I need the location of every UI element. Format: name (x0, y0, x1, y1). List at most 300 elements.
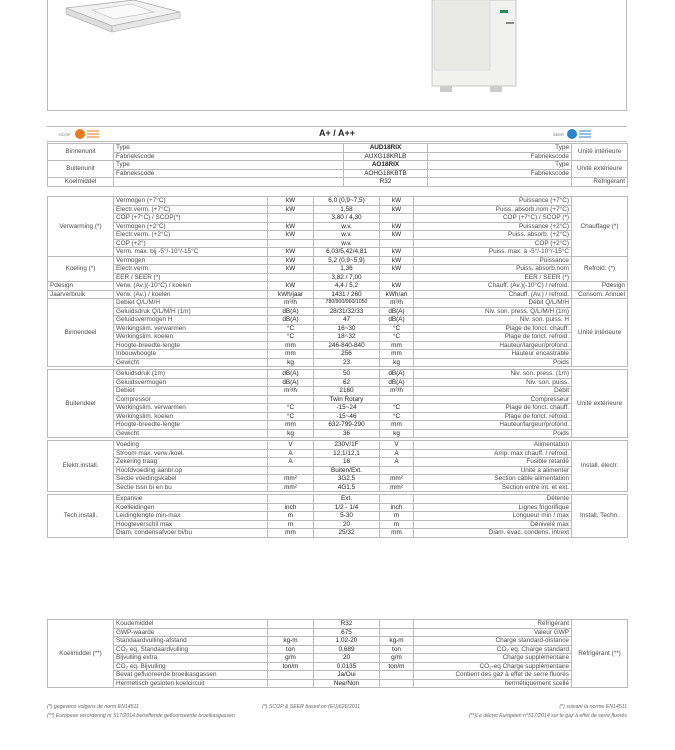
row-label-nl: Sectie voedingskabel (114, 475, 268, 484)
spec-row (48, 679, 628, 688)
section-label-fr: Consom. Annuel (572, 290, 628, 299)
row-unit-fr: m³/h (380, 299, 414, 308)
row-unit-fr: m (380, 520, 414, 529)
row-unit-fr (380, 273, 414, 282)
row-value: R32 (314, 620, 380, 629)
row-value: w.v. (314, 222, 380, 231)
row-label-fr: Hauteur/largeur/profond. (414, 341, 572, 350)
row-label-fr: Puissance (+2°C) (414, 222, 572, 231)
row-value: -15~24 (314, 404, 380, 413)
row-label-fr: Puissance (+7°C) (414, 197, 572, 206)
row-label-fr: CO₂ eq. Charge standard (414, 645, 572, 654)
row-unit-fr: kW (380, 222, 414, 231)
row-unit-fr: kg (380, 429, 414, 438)
row-value: w.v. (314, 239, 380, 248)
row-label-nl: GWP-waarde (114, 628, 268, 637)
row-unit-fr: mm (380, 529, 414, 538)
row-label-fr: COP (+2°C) (414, 239, 572, 248)
row-label-nl: Koelleidingen (114, 503, 268, 512)
ident-row (48, 178, 628, 187)
row-label-fr: Détente (414, 495, 572, 504)
row-unit-nl: °C (268, 412, 314, 421)
svg-text:SEER: SEER (553, 132, 564, 137)
spec-row (48, 316, 628, 325)
row-label-fr: Poids (414, 358, 572, 367)
row-unit-nl: kW (268, 282, 314, 291)
row-value: 20 (314, 520, 380, 529)
spec-row (48, 350, 628, 359)
row-unit-nl: kW (268, 197, 314, 206)
row-unit-fr: kW (380, 197, 414, 206)
row-label-nl: Electr.verm. (+7°C) (114, 205, 268, 214)
spec-row (48, 282, 628, 291)
row-value: AO18RIX (344, 161, 428, 170)
section-label-fr: Install. Techn. (572, 495, 628, 538)
row-unit-nl: dB(A) (268, 316, 314, 325)
row-unit-fr: dB(A) (380, 316, 414, 325)
ident-row (48, 152, 628, 161)
row-label-nl: CO₂ eq. Standaardvulling (114, 645, 268, 654)
row-value: 18~32 (314, 333, 380, 342)
row-label-nl: Voeding (114, 441, 268, 450)
row-unit-nl (268, 620, 314, 629)
spec-row (48, 421, 628, 430)
row-unit-fr: m³/h (380, 387, 414, 396)
row-label-fr: Charge supplémentaire (414, 654, 572, 663)
row-unit-fr: mm² (380, 475, 414, 484)
row-label-nl: Zekering traag (114, 458, 268, 467)
row-value: 1,58 (314, 205, 380, 214)
row-label-fr: Section entre int. et ext. (414, 483, 572, 492)
spec-row (48, 529, 628, 538)
section-label-fr: Réfrigérant (572, 178, 628, 187)
row-label-nl: Werkingslim. verwarmen (114, 404, 268, 413)
row-value: 16 (314, 458, 380, 467)
row-unit-nl: kWh/jaar (268, 290, 314, 299)
row-label-nl: Electr.verm. (114, 265, 268, 274)
identification-table (47, 143, 628, 187)
row-value: 47 (314, 316, 380, 325)
row-value: AOHG18KBTB (344, 169, 428, 178)
row-value: 23 (314, 358, 380, 367)
row-value: 4,4 / 5,2 (314, 282, 380, 291)
spec-row (48, 466, 628, 475)
row-unit-fr (380, 395, 414, 404)
row-unit-nl: kW (268, 265, 314, 274)
row-label-nl: Debiet (114, 387, 268, 396)
row-label-nl (114, 178, 344, 187)
section-label-nl: Pdesign (48, 282, 114, 291)
row-unit-nl: m³/h (268, 299, 314, 308)
row-value: 3G2,5 (314, 475, 380, 484)
row-label-fr: Dénivelé max (414, 520, 572, 529)
row-label-nl: Geluidsvermogen H (114, 316, 268, 325)
row-label-fr: Lignes frigorifique (414, 503, 572, 512)
row-label-fr: Puissance (414, 256, 572, 265)
spec-row (48, 628, 628, 637)
row-unit-nl: mm (268, 350, 314, 359)
row-label-fr: Niv. son. press. (1m) (414, 370, 572, 379)
row-value: 256 (314, 350, 380, 359)
spec-row (48, 333, 628, 342)
row-unit-fr: mm (380, 421, 414, 430)
footnote-fr-2: (**)Le décret Européen n°517/2014 sur le gaz à effet de serre fluorés (468, 713, 627, 719)
row-unit-nl: °C (268, 324, 314, 333)
row-unit-fr: mm (380, 341, 414, 350)
row-unit-fr: g/m (380, 654, 414, 663)
row-label-fr: Type (428, 144, 572, 153)
row-label-nl: Werkingslim. verwarmen (114, 324, 268, 333)
row-unit-nl: mm (268, 341, 314, 350)
row-label-fr: Plage de fonct. chauff. (414, 404, 572, 413)
row-unit-fr (380, 466, 414, 475)
row-unit-nl (268, 671, 314, 680)
row-unit-nl: kW (268, 205, 314, 214)
row-label-nl: Koudemiddel (114, 620, 268, 629)
row-unit-nl: °C (268, 404, 314, 413)
row-label-nl: EER / SEER (*) (114, 273, 268, 282)
spec-row (48, 256, 628, 265)
row-value: 25/32 (314, 529, 380, 538)
row-label-nl: Hoogte-breedte-lengte (114, 421, 268, 430)
row-unit-fr: ton (380, 645, 414, 654)
row-label-fr: Hauteur encastrable (414, 350, 572, 359)
section-label-fr: Unité intérieure (572, 144, 628, 161)
row-label-fr: Poids (414, 429, 572, 438)
row-label-nl: Type (114, 144, 344, 153)
spec-row (48, 231, 628, 240)
row-label-fr: Réfrigérant (414, 620, 572, 629)
row-unit-nl: °C (268, 333, 314, 342)
row-label-fr: Plage de fonct. refroid. (414, 412, 572, 421)
row-label-nl: Bevat gefluoreerde broeikasgassen (114, 671, 268, 680)
row-label-fr: Débit Q/L/M/H (414, 299, 572, 308)
row-unit-nl: kg (268, 429, 314, 438)
row-label-nl: Gewicht (114, 358, 268, 367)
row-label-nl: Verm. max. bij -5°/-10°/-15°C (114, 248, 268, 257)
row-unit-nl (268, 239, 314, 248)
row-unit-fr: kW (380, 282, 414, 291)
spec-row (48, 429, 628, 438)
row-label-nl: Fabriekscode (114, 152, 344, 161)
row-label-fr: Fabriekscode (428, 169, 572, 178)
row-label-nl: Bijvulling extra (114, 654, 268, 663)
section-label-nl: Verwarming (*) (48, 197, 114, 257)
row-label-fr: CO₂-eq Charge supplémentaire (414, 662, 572, 671)
row-unit-nl: mm² (268, 483, 314, 492)
row-label-nl: Verw. (Av.) / koelen (114, 290, 268, 299)
section-label-nl: Koeling (*) (48, 256, 114, 282)
row-unit-nl: inch (268, 503, 314, 512)
spec-row (48, 205, 628, 214)
row-label-nl: Leidinglengte min-max (114, 512, 268, 521)
row-unit-nl: mm² (268, 475, 314, 484)
row-label-nl: Geluidsvermogen (114, 378, 268, 387)
spec-row (48, 197, 628, 206)
row-unit-fr: kWh/an (380, 290, 414, 299)
row-unit-fr: °C (380, 404, 414, 413)
row-value: 4G1,5 (314, 483, 380, 492)
row-unit-nl: dB(A) (268, 370, 314, 379)
row-value: 3,80 / 4,30 (314, 214, 380, 223)
row-label-fr: hermétiquement scellé (414, 679, 572, 688)
footnote-mid: (*) SCOP & SEER based on (EU)626/2011 (262, 704, 361, 710)
row-label-nl: Type (114, 161, 344, 170)
row-label-fr: Type (428, 161, 572, 170)
spec-row (48, 370, 628, 379)
section-label-fr: Unité extérieure (572, 370, 628, 438)
row-label-nl: COP (+7°C) / SCOP(*) (114, 214, 268, 223)
row-value: 16~30 (314, 324, 380, 333)
row-label-fr: Puiss. max. à -5°/-10°/-15°C (414, 248, 572, 257)
row-unit-nl: kg (268, 358, 314, 367)
row-unit-nl: A (268, 449, 314, 458)
spec-row (48, 341, 628, 350)
row-value: 675 (314, 628, 380, 637)
spec-row (48, 265, 628, 274)
section-label-nl: Elektr.install. (48, 441, 114, 492)
row-label-fr (428, 178, 572, 187)
footnote-nl-1: (*) gegevens volgens de norm EN14511 (47, 704, 139, 710)
spec-row (48, 441, 628, 450)
section-label-fr: Pdesign (572, 282, 628, 291)
row-unit-fr: kW (380, 205, 414, 214)
row-unit-fr: mm (380, 350, 414, 359)
row-label-fr: Unité à alimenter (414, 466, 572, 475)
row-label-nl: Vermogen (+7°C) (114, 197, 268, 206)
row-label-nl: Geluidsdruk (1m) (114, 370, 268, 379)
spec-row (48, 290, 628, 299)
spec-row (48, 299, 628, 308)
row-value: Ja/Oui (314, 671, 380, 680)
row-unit-nl: V (268, 441, 314, 450)
row-value: 780/900/960/1050 (314, 299, 380, 308)
row-unit-fr: A (380, 458, 414, 467)
section-label-fr: Install. électr. (572, 441, 628, 492)
spec-row (48, 620, 628, 629)
row-value: 50 (314, 370, 380, 379)
row-label-fr: Plage de fonct. refroid. (414, 333, 572, 342)
row-label-fr: Niv. son. puiss. H (414, 316, 572, 325)
row-label-nl: Stroom max. verw./koel. (114, 449, 268, 458)
section-label-nl: Buitenunit (48, 161, 114, 178)
row-unit-fr: inch (380, 503, 414, 512)
row-value: w.v. (314, 231, 380, 240)
row-label-fr: Puiss. absorb.nom (+7°C) (414, 205, 572, 214)
spec-row (48, 222, 628, 231)
row-value: 28/31/32/33 (314, 307, 380, 316)
row-value: Buiten/Ext. (314, 466, 380, 475)
row-unit-fr (380, 495, 414, 504)
section-label-nl: Binnenunit (48, 144, 114, 161)
row-label-nl: Hoogteverschil max (114, 520, 268, 529)
row-value: 36 (314, 429, 380, 438)
row-unit-nl (268, 214, 314, 223)
spec-row (48, 324, 628, 333)
row-label-fr: Longueur min / max (414, 512, 572, 521)
row-label-nl: Sectie tssn bi en bu (114, 483, 268, 492)
row-value: 2160 (314, 387, 380, 396)
section-label-fr: Unité extérieure (572, 161, 628, 178)
row-unit-fr: °C (380, 412, 414, 421)
row-unit-fr (380, 239, 414, 248)
row-label-nl: COP (+2°) (114, 239, 268, 248)
row-unit-nl: mm (268, 421, 314, 430)
row-unit-nl: dB(A) (268, 378, 314, 387)
spec-row (48, 387, 628, 396)
row-unit-nl: m³/h (268, 387, 314, 396)
spec-row (48, 645, 628, 654)
spec-row (48, 475, 628, 484)
row-unit-fr: mm² (380, 483, 414, 492)
seer-label-icon (553, 128, 597, 139)
refrigerant-table (47, 619, 628, 688)
row-label-nl: Vermogen (114, 256, 268, 265)
row-unit-fr: °C (380, 324, 414, 333)
row-label-nl: Electr.verm. (+2°C) (114, 231, 268, 240)
row-label-nl: Inbouwhoogte (114, 350, 268, 359)
row-value: 5-30 (314, 512, 380, 521)
row-unit-nl (268, 395, 314, 404)
row-label-nl: Werkingslim. koelen (114, 412, 268, 421)
row-value: 0,689 (314, 645, 380, 654)
row-value: 6,03/5,42/4,81 (314, 248, 380, 257)
row-unit-fr: kg (380, 358, 414, 367)
spec-row (48, 307, 628, 316)
row-unit-nl: kW (268, 222, 314, 231)
row-unit-nl: mm (268, 529, 314, 538)
section-label-fr: Réfrigérant (**) (572, 620, 628, 688)
row-value: 1,36 (314, 265, 380, 274)
row-label-fr: Niv. son. press. Q/L/M/H (1m) (414, 307, 572, 316)
row-unit-nl: kW (268, 248, 314, 257)
row-unit-fr: m (380, 512, 414, 521)
spec-row (48, 671, 628, 680)
row-unit-fr: dB(A) (380, 307, 414, 316)
spec-row (48, 458, 628, 467)
row-value: Ext. (314, 495, 380, 504)
row-unit-fr (380, 214, 414, 223)
row-unit-nl (268, 628, 314, 637)
row-unit-nl: kW (268, 231, 314, 240)
footnote-nl-2: (**) Europese verordering nr 517/2014 betreffende gefluoriseerde broeikasgassen (47, 713, 235, 719)
ident-row (48, 161, 628, 170)
row-unit-fr: °C (380, 333, 414, 342)
row-value: 3,82 / 7,00 (314, 273, 380, 282)
row-label-nl: Diam. condensafvoer bi/bu (114, 529, 268, 538)
svg-text:SCOP: SCOP (59, 132, 71, 137)
row-label-fr: Débit (414, 387, 572, 396)
row-unit-nl: ton (268, 645, 314, 654)
row-label-nl: Gewicht (114, 429, 268, 438)
row-label-fr: Valeur GWP (414, 628, 572, 637)
row-label-nl: Debiet Q/L/M/H (114, 299, 268, 308)
row-label-fr: Chauff. (Av.) / refroid. (414, 290, 572, 299)
row-value: 20 (314, 654, 380, 663)
row-value: Nee/Non (314, 679, 380, 688)
row-label-fr: Alimentation (414, 441, 572, 450)
outdoor-unit-image (430, 0, 520, 92)
row-label-fr: Puiss. absorb. (+2°C) (414, 231, 572, 240)
row-label-nl: Geluidsdruk Q/L/M/H (1m) (114, 307, 268, 316)
spec-row (48, 449, 628, 458)
section-label-nl: Jaarverbruik (48, 290, 114, 299)
row-value: 5,2 (0,9~5,9) (314, 256, 380, 265)
row-unit-nl: m (268, 520, 314, 529)
spec-row (48, 512, 628, 521)
spec-row (48, 358, 628, 367)
spec-row (48, 637, 628, 646)
row-unit-fr (380, 620, 414, 629)
row-unit-nl: ton/m (268, 662, 314, 671)
energy-rating-bar (47, 126, 627, 142)
row-value: 1,02-20 (314, 637, 380, 646)
ident-row (48, 144, 628, 153)
spec-row (48, 273, 628, 282)
spec-row (48, 412, 628, 421)
row-label-nl: Vermogen (+2°C) (114, 222, 268, 231)
section-label-nl: Koelmiddel (48, 178, 114, 187)
row-unit-fr: ton/m (380, 662, 414, 671)
row-unit-fr: A (380, 449, 414, 458)
spec-row (48, 378, 628, 387)
spec-row (48, 654, 628, 663)
row-unit-fr: kW (380, 265, 414, 274)
ident-row (48, 169, 628, 178)
row-unit-fr: kW (380, 231, 414, 240)
row-label-fr: Niv. son. puiss. (414, 378, 572, 387)
row-value: AUD18RIX (344, 144, 428, 153)
row-unit-nl (268, 273, 314, 282)
row-label-nl: Verw. (Av.)(-10°C) / koelen (114, 282, 268, 291)
spec-row (48, 404, 628, 413)
row-label-fr: Section câble alimentation (414, 475, 572, 484)
row-unit-nl: g/m (268, 654, 314, 663)
row-value: 12,1/12,1 (314, 449, 380, 458)
spec-row (48, 520, 628, 529)
row-unit-nl: A (268, 458, 314, 467)
spec-row (48, 248, 628, 257)
row-value: 1/2 - 1/4 (314, 503, 380, 512)
row-unit-fr: V (380, 441, 414, 450)
row-label-fr: Charge standard-distance (414, 637, 572, 646)
row-value: 632-799-290 (314, 421, 380, 430)
section-label-nl: Tech.install. (48, 495, 114, 538)
row-unit-nl: kW (268, 256, 314, 265)
row-label-fr: Compresseur (414, 395, 572, 404)
row-value: -15~46 (314, 412, 380, 421)
row-label-nl: Standaardvulling-afstand (114, 637, 268, 646)
spec-row (48, 662, 628, 671)
row-label-fr: EER / SEER (*) (414, 273, 572, 282)
row-unit-fr (380, 671, 414, 680)
row-unit-fr: kW (380, 256, 414, 265)
spec-row (48, 483, 628, 492)
section-label-nl: Buitendeel (48, 370, 114, 438)
row-unit-fr: kg-m (380, 637, 414, 646)
row-value: AUXG18KRLB (344, 152, 428, 161)
spec-row (48, 495, 628, 504)
spec-row (48, 239, 628, 248)
row-unit-fr (380, 628, 414, 637)
row-unit-fr (380, 679, 414, 688)
section-label-fr: Unité intérieure (572, 299, 628, 367)
row-value: 62 (314, 378, 380, 387)
spec-row (48, 503, 628, 512)
row-unit-nl (268, 466, 314, 475)
row-label-nl: CO₂ eq. Bijvulling (114, 662, 268, 671)
row-unit-nl: dB(A) (268, 307, 314, 316)
